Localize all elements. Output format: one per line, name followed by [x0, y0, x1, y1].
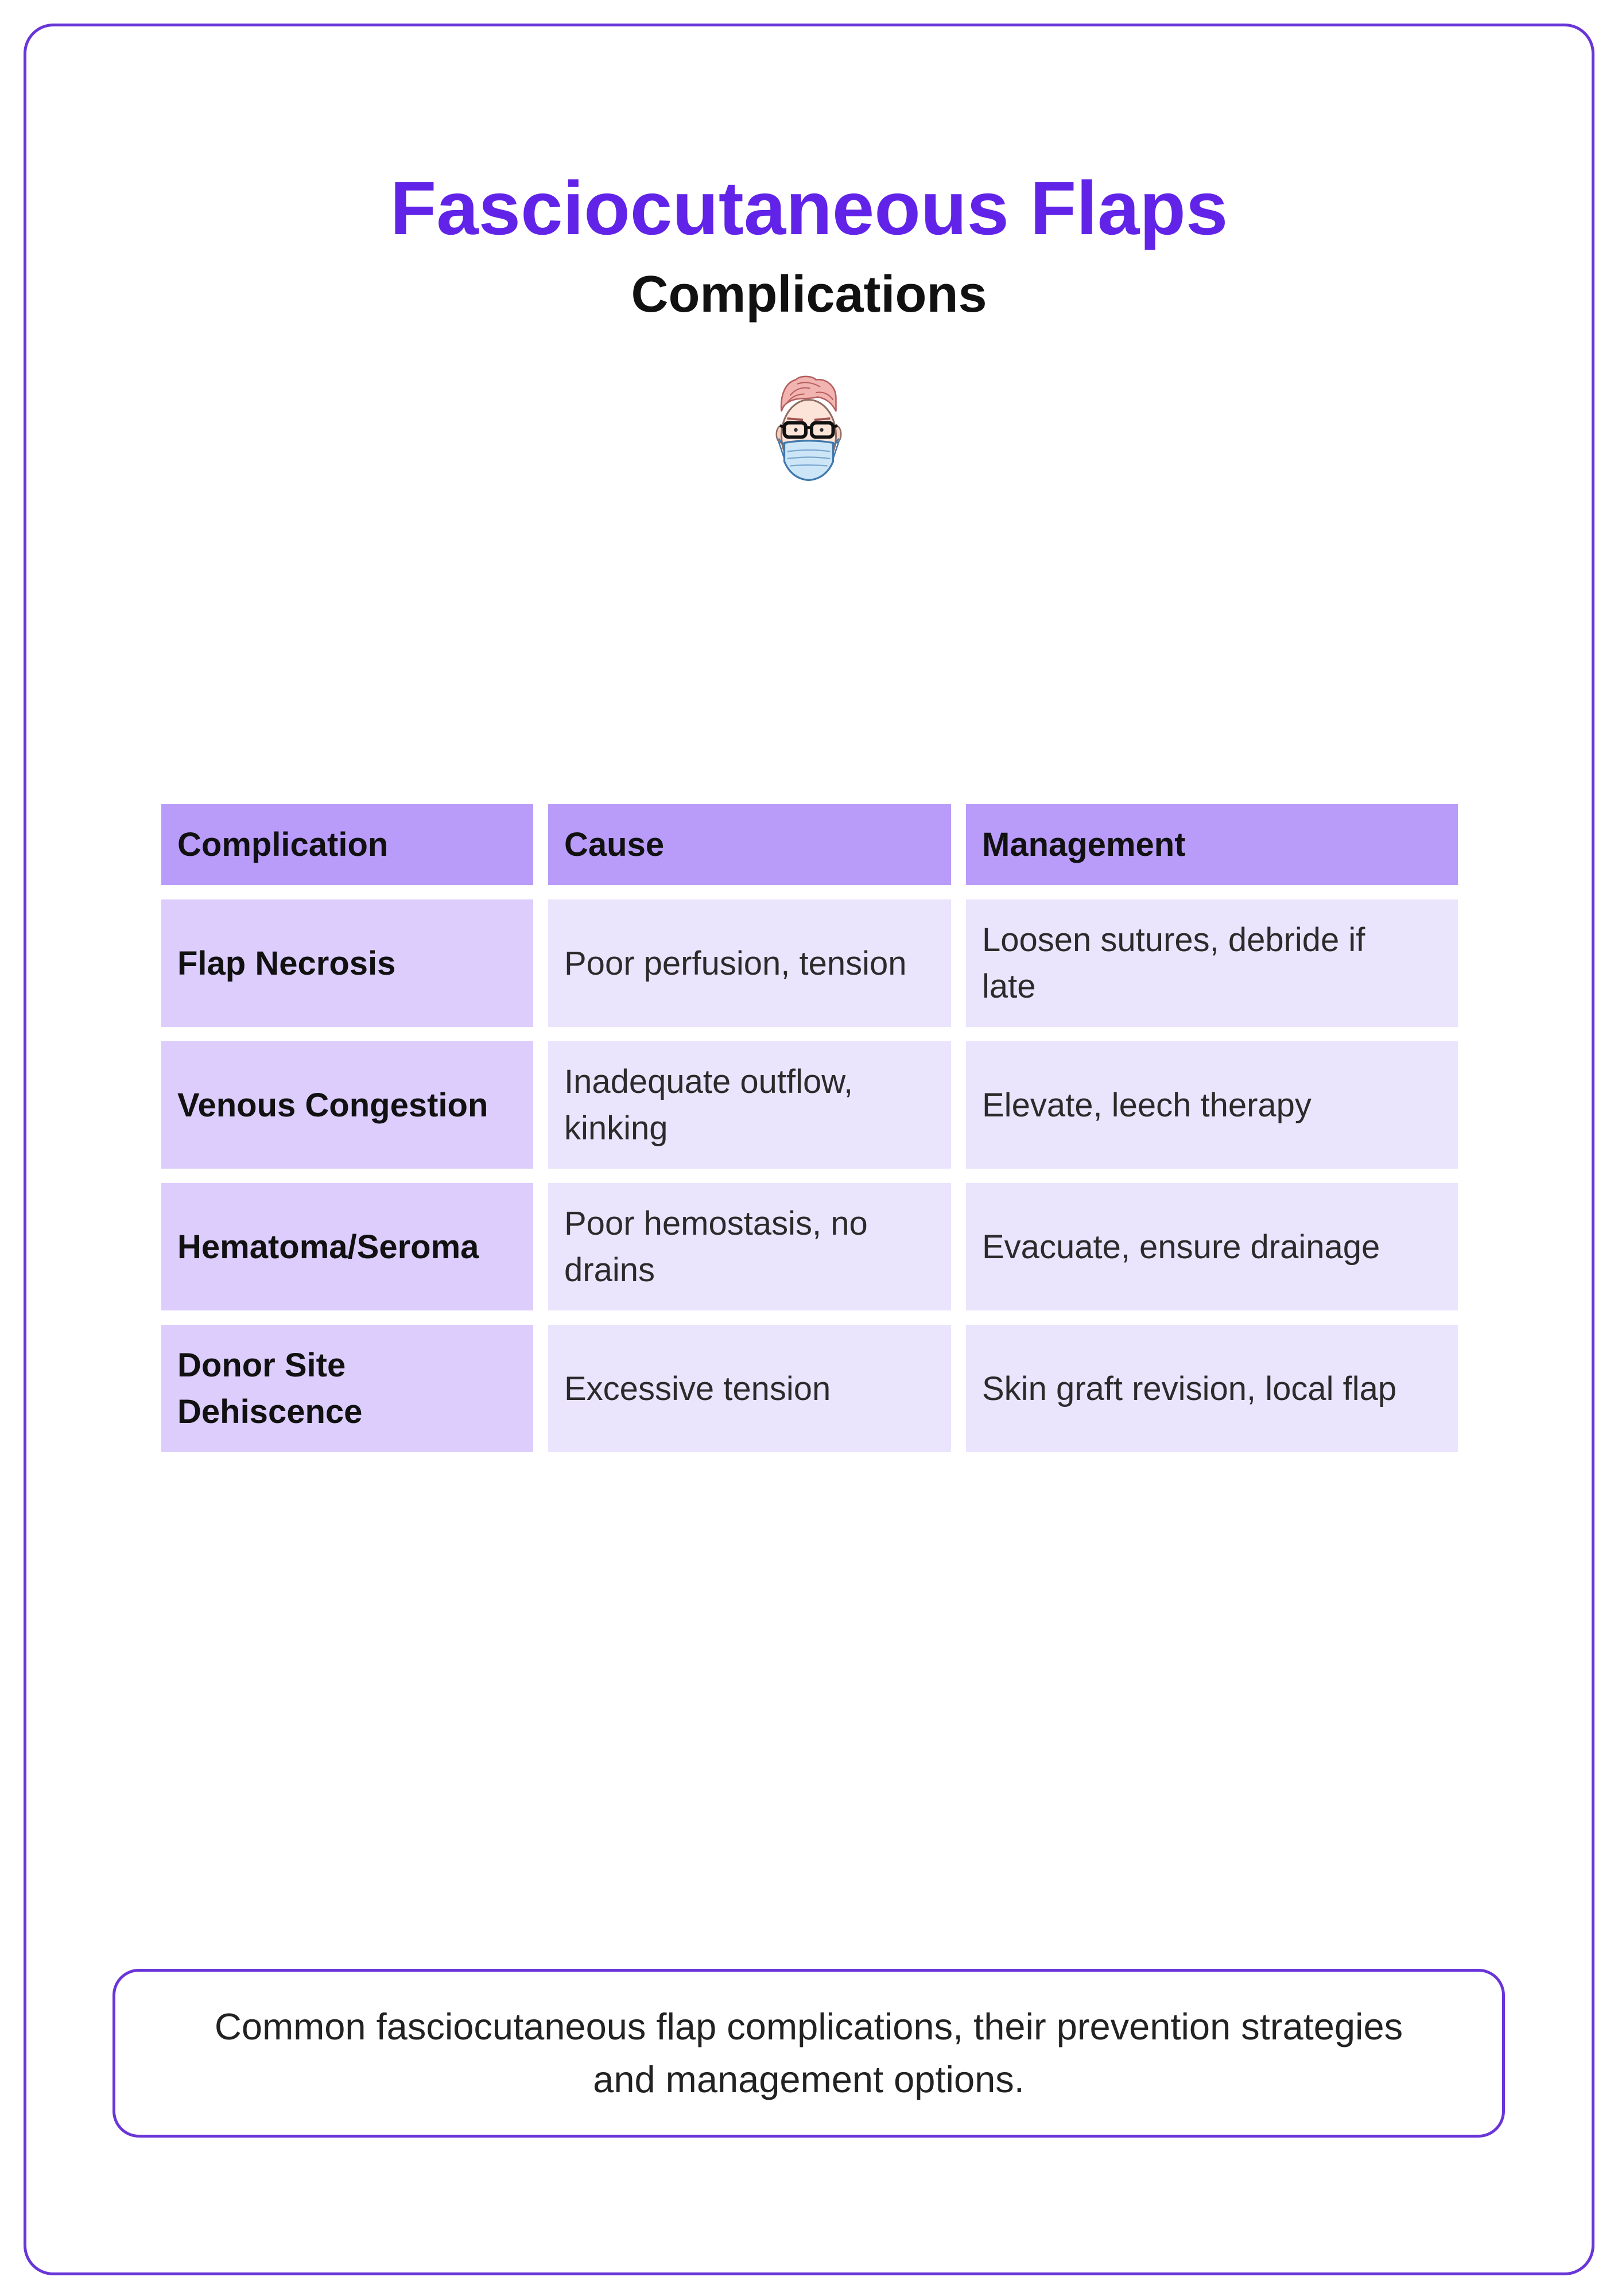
avatar-mask: [779, 439, 839, 480]
caption-box: [112, 1969, 1505, 2138]
caption-text: Common fasciocutaneous flap complications, their prevention strategies and management options.: [214, 2006, 1403, 2100]
complication-cell: Flap Necrosis: [161, 899, 533, 1027]
management-cell: Loosen sutures, debride if late: [966, 899, 1458, 1027]
cause-cell: Poor perfusion, tension: [548, 899, 951, 1027]
complication-cell: Hematoma/Seroma: [161, 1183, 533, 1310]
management-cell: Skin graft revision, local flap: [966, 1325, 1458, 1452]
page-subtitle: Complications: [631, 266, 987, 323]
complication-cell: Venous Congestion: [161, 1041, 533, 1169]
cause-cell: Excessive tension: [548, 1325, 951, 1452]
column-header-management: Management: [966, 804, 1458, 885]
complication-cell: Donor Site Dehiscence: [161, 1325, 533, 1452]
cause-cell: Inadequate outflow, kinking: [548, 1041, 951, 1169]
page-title: Fasciocutaneous Flaps: [390, 166, 1228, 250]
cause-cell: Poor hemostasis, no drains: [548, 1183, 951, 1310]
column-header-cause: Cause: [548, 804, 951, 885]
masked-doctor-avatar-icon: [769, 375, 849, 484]
complications-table: [161, 804, 1458, 1452]
management-cell: Evacuate, ensure drainage: [966, 1183, 1458, 1310]
column-header-complication: Complication: [161, 804, 533, 885]
management-cell: Elevate, leech therapy: [966, 1041, 1458, 1169]
